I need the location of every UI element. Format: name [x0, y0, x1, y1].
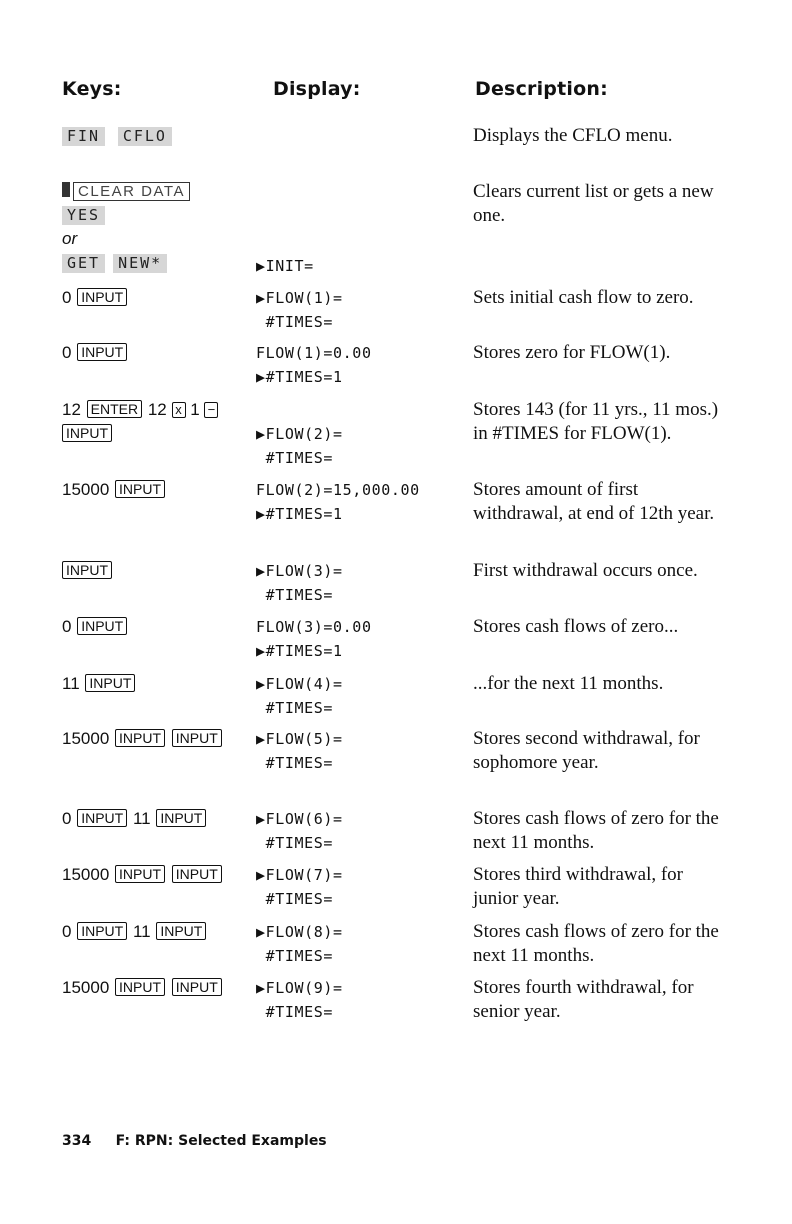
desc-step-3: Sets initial cash flow to zero.: [473, 287, 694, 308]
display-column-header: Display:: [273, 78, 361, 100]
desc-step-13: Stores cash flows of zero for the next 11 months.: [473, 921, 719, 966]
display-line-1: FLOW(3)=0.00: [256, 618, 372, 636]
key-number: 11: [132, 922, 151, 941]
display-line-2: #TIMES=: [256, 834, 334, 852]
key-number: 12: [147, 400, 167, 419]
yes-menu-key: YES: [62, 206, 105, 225]
display-step-12: [256, 863, 343, 911]
keys-step-4: [62, 341, 128, 365]
desc-step-7: First withdrawal occurs once.: [473, 560, 698, 581]
key-number: 0: [62, 922, 72, 941]
input-key: INPUT: [156, 922, 206, 940]
minus-key: −: [204, 402, 218, 418]
key-number: 0: [62, 343, 72, 362]
desc-step-6: Stores amount of first withdrawal, at end of 12th year.: [473, 479, 715, 524]
keys-step-8: [62, 615, 128, 639]
keys-step-2: [62, 179, 190, 275]
keys-step-9: [62, 672, 136, 696]
display-line-2: ▶#TIMES=1: [256, 642, 343, 660]
key-number: 1: [190, 400, 200, 419]
input-key: INPUT: [62, 561, 112, 579]
keys-step-11: [62, 807, 207, 831]
input-key: INPUT: [77, 617, 127, 635]
display-line-1: ▶FLOW(6)=: [256, 810, 343, 828]
display-line-1: ▶FLOW(8)=: [256, 923, 343, 941]
input-key: INPUT: [62, 424, 112, 442]
new-menu-key: NEW*: [113, 254, 167, 273]
input-key: INPUT: [172, 978, 222, 996]
input-key: INPUT: [77, 809, 127, 827]
desc-step-10: Stores second withdrawal, for sophomore year.: [473, 728, 700, 773]
keys-column-header: Keys:: [62, 78, 122, 100]
display-line-1: ▶FLOW(1)=: [256, 289, 343, 307]
display-step-5: [256, 422, 343, 470]
input-key: INPUT: [85, 674, 135, 692]
keys-step-6: [62, 478, 166, 502]
input-key: INPUT: [77, 922, 127, 940]
display-line-2: #TIMES=: [256, 754, 334, 772]
display-line-1: FLOW(1)=0.00: [256, 344, 372, 362]
keys-step-3: [62, 286, 128, 310]
or-label: or: [62, 229, 78, 248]
input-key: INPUT: [77, 288, 127, 306]
display-line-1: ▶FLOW(7)=: [256, 866, 343, 884]
enter-key: ENTER: [87, 400, 142, 418]
desc-step-8: Stores cash flows of zero...: [473, 616, 679, 637]
key-number: 11: [132, 809, 151, 828]
page-number: 334: [62, 1133, 92, 1149]
display-line-2: #TIMES=: [256, 1003, 334, 1021]
clear-data-key: CLEAR DATA: [73, 182, 190, 201]
key-number: 11: [62, 674, 80, 693]
display-line-1: ▶FLOW(4)=: [256, 675, 343, 693]
desc-step-4: Stores zero for FLOW(1).: [473, 342, 671, 363]
desc-step-9: ...for the next 11 months.: [473, 673, 664, 694]
display-line-2: #TIMES=: [256, 699, 334, 717]
section-title: F: RPN: Selected Examples: [115, 1133, 327, 1149]
keys-step-10: [62, 727, 223, 751]
keys-step-5: [62, 398, 218, 446]
display-step-11: [256, 807, 343, 855]
cflo-menu-key: CFLO: [118, 127, 172, 146]
multiply-key: x: [172, 402, 186, 418]
desc-step-5: Stores 143 (for 11 yrs., 11 mos.) in #TIMES for FLOW(1).: [473, 399, 719, 444]
display-step-3: [256, 286, 343, 334]
input-key: INPUT: [77, 343, 127, 361]
key-number: 12: [62, 400, 81, 419]
desc-step-14: Stores fourth withdrawal, for senior year.: [473, 977, 694, 1022]
display-step-14: [256, 976, 343, 1024]
display-line-2: #TIMES=: [256, 947, 334, 965]
key-number: 0: [62, 617, 72, 636]
key-number: 15000: [62, 865, 110, 884]
display-line-2: #TIMES=: [256, 313, 334, 331]
display-step-7: [256, 559, 343, 607]
key-number: 0: [62, 809, 72, 828]
input-key: INPUT: [115, 978, 165, 996]
display-line-2: #TIMES=: [256, 449, 334, 467]
display-line-2: ▶#TIMES=1: [256, 505, 343, 523]
display-step-10: [256, 727, 343, 775]
key-number: 15000: [62, 480, 110, 499]
fin-menu-key: FIN: [62, 127, 105, 146]
desc-step-2: Clears current list or gets a new one.: [473, 181, 714, 226]
display-line-1: ▶FLOW(9)=: [256, 979, 343, 997]
key-number: 15000: [62, 729, 110, 748]
keys-step-12: [62, 863, 223, 887]
display-step-2: ▶INIT=: [256, 257, 314, 275]
desc-step-11: Stores cash flows of zero for the next 11 months.: [473, 808, 719, 853]
input-key: INPUT: [156, 809, 206, 827]
key-number: 15000: [62, 978, 110, 997]
shift-key-icon: [62, 182, 70, 197]
input-key: INPUT: [115, 865, 165, 883]
input-key: INPUT: [115, 480, 165, 498]
input-key: INPUT: [115, 729, 165, 747]
keys-step-13: [62, 920, 207, 944]
display-line-1: ▶FLOW(3)=: [256, 562, 343, 580]
desc-step-12: Stores third withdrawal, for junior year.: [473, 864, 684, 909]
display-step-8: [256, 615, 372, 663]
keys-step-7: [62, 559, 113, 583]
input-key: INPUT: [172, 865, 222, 883]
display-line-1: ▶FLOW(2)=: [256, 425, 343, 443]
display-line-2: #TIMES=: [256, 586, 334, 604]
key-number: 0: [62, 288, 72, 307]
keys-step-14: [62, 976, 223, 1000]
keys-step-1: [62, 124, 172, 148]
display-line-1: FLOW(2)=15,000.00: [256, 481, 420, 499]
display-line-2: #TIMES=: [256, 890, 334, 908]
display-step-9: [256, 672, 343, 720]
input-key: INPUT: [172, 729, 222, 747]
description-column-header: Description:: [475, 78, 608, 100]
display-step-6: [256, 478, 420, 526]
display-line-2: ▶#TIMES=1: [256, 368, 343, 386]
display-step-13: [256, 920, 343, 968]
display-line-1: ▶FLOW(5)=: [256, 730, 343, 748]
desc-step-1: Displays the CFLO menu.: [473, 125, 673, 146]
page-footer: [62, 1133, 327, 1149]
display-step-4: [256, 341, 372, 389]
get-menu-key: GET: [62, 254, 105, 273]
